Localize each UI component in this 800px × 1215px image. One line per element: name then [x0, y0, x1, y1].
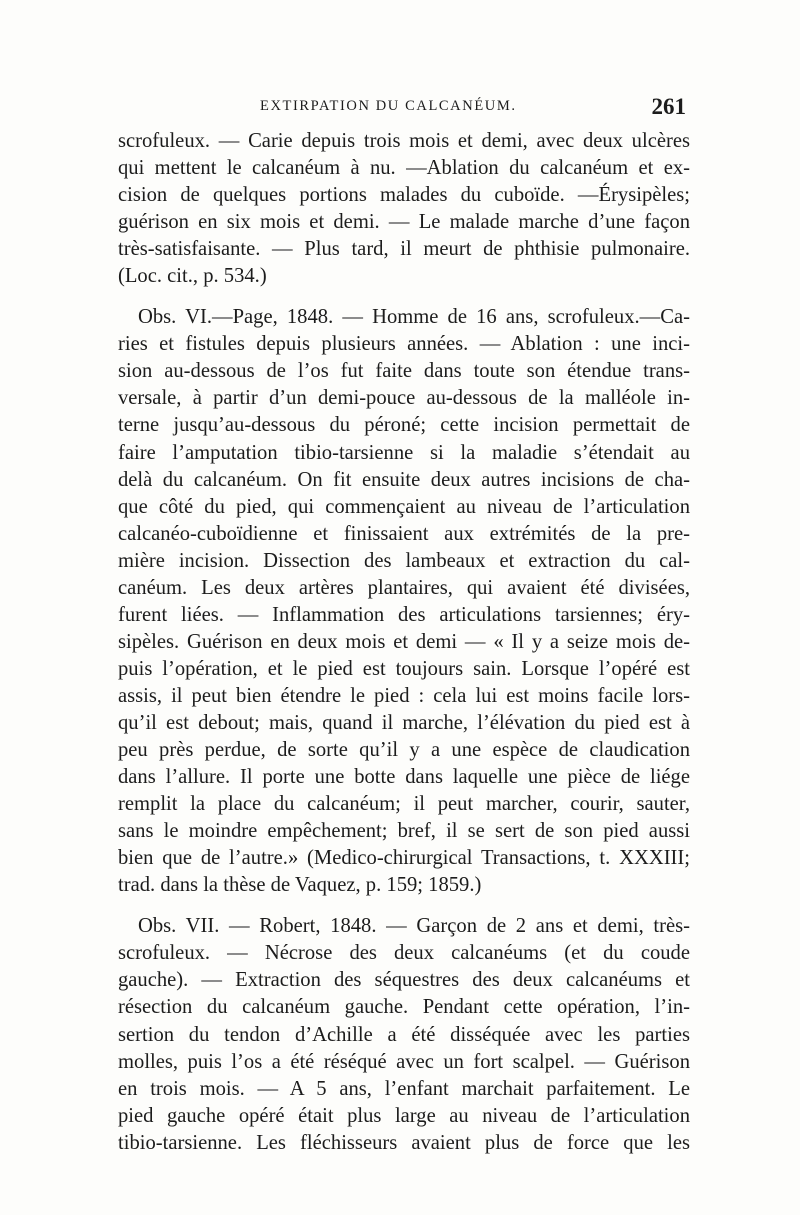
paragraph-obs-vii: [118, 913, 690, 1156]
text-line: Obs. VI.—Page, 1848. — Homme de 16 ans, scrofuleux.—Ca-: [138, 306, 690, 329]
text-line: dans l’allure. Il porte une botte dans laquelle une pièce de liége: [118, 766, 690, 789]
text-line: delà du calcanéum. On fit ensuite deux autres incisions de cha-: [118, 468, 690, 491]
text-line: sertion du tendon d’Achille a été disséquée avec les parties: [118, 1023, 690, 1046]
text-line: très-satisfaisante. — Plus tard, il meurt de phthisie pulmonaire.: [118, 238, 690, 261]
text-line: sipèles. Guérison en deux mois et demi — « Il y a seize mois de-: [118, 630, 690, 653]
text-line: en trois mois. — A 5 ans, l’enfant marchait parfaitement. Le: [118, 1077, 690, 1100]
text-line: peu près perdue, de sorte qu’il y a une espèce de claudication: [118, 739, 690, 762]
text-line: calcanéo-cuboïdienne et finissaient aux extrémités de la pre-: [118, 522, 690, 545]
text-line: scrofuleux. — Nécrose des deux calcanéums (et du coude: [118, 942, 690, 965]
text-line: assis, il peut bien étendre le pied : cela lui est moins facile lors-: [118, 684, 690, 707]
text-line: cision de quelques portions malades du cuboïde. —Érysipèles;: [118, 184, 690, 207]
text-line: qu’il est debout; mais, quand il marche, l’élévation du pied est à: [118, 711, 690, 734]
text-line: (Loc. cit., p. 534.): [118, 265, 267, 288]
page-header: [118, 96, 690, 124]
paragraph-continuation: [118, 128, 690, 290]
text-line: mière incision. Dissection des lambeaux et extraction du cal-: [118, 549, 690, 572]
text-line: trad. dans la thèse de Vaquez, p. 159; 1859.): [118, 874, 482, 897]
text-line: canéum. Les deux artères plantaires, qui avaient été divisées,: [118, 576, 690, 599]
text-line: que côté du pied, qui commençaient au niveau de l’articulation: [118, 495, 690, 518]
text-line: puis l’opération, et le pied est toujours sain. Lorsque l’opéré est: [118, 657, 690, 680]
text-line: faire l’amputation tibio-tarsienne si la maladie s’étendait au: [118, 441, 690, 464]
text-line: tibio-tarsienne. Les fléchisseurs avaient plus de force que les: [118, 1131, 690, 1154]
page-number: 261: [651, 94, 686, 119]
text-line: gauche). — Extraction des séquestres des deux calcanéums et: [118, 969, 690, 992]
body-text: [118, 128, 690, 1157]
text-line: bien que de l’autre.» (Medico-chirurgical Transactions, t. XXXIII;: [118, 847, 690, 870]
text-line: guérison en six mois et demi. — Le malade marche d’une façon: [118, 211, 690, 234]
running-title: EXTIRPATION DU CALCANÉUM.: [260, 98, 517, 114]
text-line: remplit la place du calcanéum; il peut marcher, courir, sauter,: [118, 793, 690, 816]
text-line: versale, à partir d’un demi-pouce au-dessous de la malléole in-: [118, 387, 690, 410]
text-line: scrofuleux. — Carie depuis trois mois et demi, avec deux ulcères: [118, 130, 690, 152]
text-line: qui mettent le calcanéum à nu. —Ablation du calcanéum et ex-: [118, 157, 690, 180]
text-line: pied gauche opéré était plus large au niveau de l’articulation: [118, 1104, 690, 1127]
text-line: sion au-dessous de l’os fut faite dans toute son étendue trans-: [118, 360, 690, 383]
text-line: furent liées. — Inflammation des articulations tarsiennes; éry-: [118, 603, 690, 626]
text-line: ries et fistules depuis plusieurs années. — Ablation : une inci-: [118, 333, 690, 356]
text-line: sans le moindre empêchement; bref, il se sert de son pied aussi: [118, 820, 690, 843]
text-line: terne jusqu’au-dessous du péroné; cette incision permettait de: [118, 414, 690, 437]
text-line: molles, puis l’os a été réséqué avec un fort scalpel. — Guérison: [118, 1050, 690, 1073]
text-line: Obs. VII. — Robert, 1848. — Garçon de 2 ans et demi, très-: [138, 915, 690, 938]
text-line: résection du calcanéum gauche. Pendant cette opération, l’in-: [118, 996, 690, 1019]
paragraph-obs-vi: [118, 304, 690, 899]
